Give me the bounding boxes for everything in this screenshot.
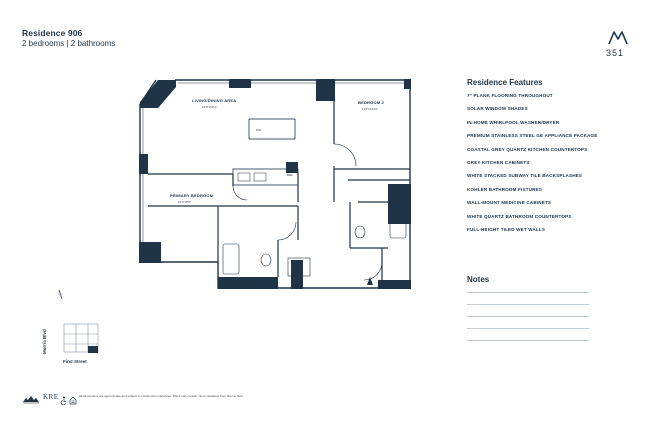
- notes-line: [467, 316, 589, 317]
- feature-item: PREMIUM STAINLESS STEEL GE APPLIANCE PACKAGE: [467, 133, 598, 139]
- features-heading: Residence Features: [467, 78, 543, 87]
- building-logo-icon: [22, 391, 40, 409]
- street-label-vertical: Morris Blvd: [42, 329, 47, 354]
- accessibility-icon: [60, 392, 68, 410]
- notes-heading: Notes: [467, 275, 490, 284]
- feature-item: 7" PLANK FLOORING THROUGHOUT: [467, 93, 553, 98]
- feature-item: FULL-HEIGHT TILED WET WALLS: [467, 226, 546, 232]
- primary-bedroom-label: PRIMARY BEDROOM: [170, 193, 214, 198]
- feature-item: WHITE STACKED SUBWAY TILE BACKSPLASHES: [467, 173, 583, 179]
- disclaimer-text: All dimensions are approximate and subject to construction variances. Plans may contain minor variations from floor to floor.: [79, 394, 244, 398]
- residence-title: Residence 906: [22, 28, 83, 38]
- fridge-label: REF: [287, 173, 293, 177]
- bedroom2-label: BEDROOM 2: [358, 100, 385, 105]
- feature-item: IN-HOME WHIRLPOOL WASHER/DRYER: [467, 119, 560, 125]
- features-list: [467, 93, 627, 240]
- bedroom2-dims: 11'2"x13'11": [362, 107, 379, 111]
- feature-item: WHITE QUARTZ BATHROOM COUNTERTOPS: [467, 213, 572, 219]
- feature-item: SOLAR WINDOW SHADES: [467, 106, 528, 112]
- floor-plan: [128, 72, 428, 302]
- logo-number: 351: [606, 48, 625, 58]
- equal-housing-icon: [69, 392, 77, 410]
- primary-bedroom-dims: 12'4"x8'0": [178, 200, 192, 204]
- brand-logo: KRE: [43, 393, 59, 401]
- notes-line: [467, 328, 589, 329]
- street-label-horizontal: First Street: [63, 359, 87, 364]
- dishwasher-label: DW: [256, 128, 261, 132]
- notes-line: [467, 340, 589, 341]
- residence-subtitle: 2 bedrooms | 2 bathrooms: [22, 39, 116, 48]
- key-plan: [62, 322, 102, 361]
- living-room-label: LIVING/DINING AREA: [192, 98, 237, 103]
- notes-line: [467, 304, 589, 305]
- living-room-dims: 12'3"x13'4": [202, 105, 217, 109]
- feature-item: GREY KITCHEN CABINETS: [467, 159, 530, 165]
- feature-item: COASTAL GREY QUARTZ KITCHEN COUNTERTOPS: [467, 146, 588, 152]
- feature-item: KOHLER BATHROOM FIXTURES: [467, 186, 542, 192]
- washer-dryer-label: W/D: [292, 266, 298, 270]
- north-arrow-icon: [56, 288, 66, 306]
- notes-line: [467, 292, 589, 293]
- feature-item: WALL-MOUNT MEDICINE CABINETS: [467, 200, 552, 206]
